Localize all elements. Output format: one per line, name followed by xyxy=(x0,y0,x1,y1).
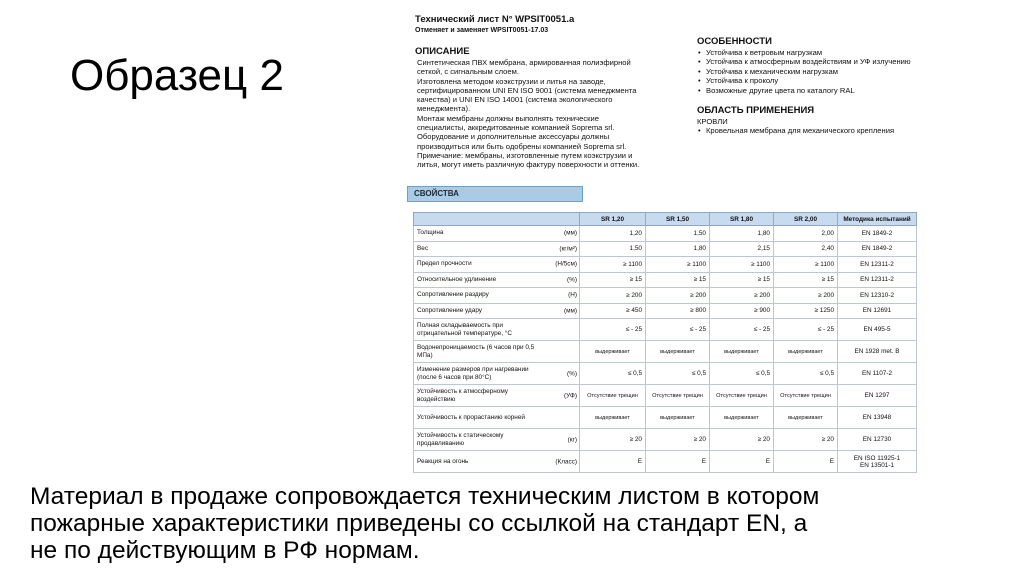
caption-line: Материал в продаже сопровождается техническим листом в котором xyxy=(30,483,820,510)
property-cell xyxy=(414,429,580,451)
method-line: EN 1928 met. B xyxy=(854,348,900,355)
property-cell xyxy=(414,407,580,429)
slide-caption xyxy=(30,483,1015,564)
method-cell xyxy=(838,385,917,407)
sheet-header xyxy=(415,14,574,35)
description-line: Монтаж мембраны должны выполнять технические xyxy=(417,113,599,123)
description-line: менеджмента). xyxy=(417,104,471,114)
method-cell xyxy=(838,451,917,473)
feature-item xyxy=(697,57,922,66)
method-line: EN 495-5 xyxy=(863,326,891,333)
caption-line: не по действующим в РФ нормам. xyxy=(30,537,420,564)
value-cell: 1,80 xyxy=(710,226,774,242)
value-cell: выдерживает xyxy=(646,341,710,363)
property-name: Устойчивость к статическому продавливанию xyxy=(417,431,504,447)
value-cell: 1,50 xyxy=(580,241,646,257)
method-cell xyxy=(838,241,917,257)
description-heading: ОПИСАНИЕ xyxy=(415,46,470,57)
value-cell: ≤ - 25 xyxy=(580,319,646,341)
property-cell xyxy=(414,226,580,242)
value-cell: ≥ 20 xyxy=(580,429,646,451)
method-cell xyxy=(838,226,917,242)
method-line: EN 12311-2 xyxy=(860,276,894,284)
property-unit: (Н) xyxy=(568,291,577,299)
value-cell: ≥ 800 xyxy=(646,303,710,319)
property-cell xyxy=(414,288,580,304)
value-cell: E xyxy=(580,451,646,473)
property-unit: (УФ) xyxy=(564,392,577,399)
value-cell: ≤ - 25 xyxy=(646,319,710,341)
method-line: EN 1107-2 xyxy=(861,370,893,377)
caption-line: пожарные характеристики приведены со ссылкой на стандарт EN, а xyxy=(30,510,808,537)
application-subheading: КРОВЛИ xyxy=(697,117,728,127)
description-line: Оборудование и дополнительные аксессуары должны xyxy=(417,132,610,142)
features-heading: ОСОБЕННОСТИ xyxy=(697,36,772,47)
description-section xyxy=(415,46,690,170)
value-cell: ≤ 0,5 xyxy=(710,363,774,385)
description-line: Синтетическая ПВХ мембрана, армированная полиэфирной xyxy=(417,58,631,67)
column-header: Методика испытаний xyxy=(838,213,917,226)
property-unit: (кг) xyxy=(567,436,577,443)
property-name: Толщина xyxy=(417,229,444,237)
property-unit: (Класс) xyxy=(555,458,577,465)
bullet-icon: • xyxy=(698,57,701,67)
property-cell xyxy=(414,341,580,363)
property-cell xyxy=(414,241,580,257)
table-row xyxy=(414,341,917,363)
description-line: сертифицированном UNI EN ISO 9001 (система менеджмента xyxy=(417,85,637,95)
value-cell: выдерживает xyxy=(710,341,774,363)
property-cell xyxy=(414,272,580,288)
property-name: Полная складываемость при отрицательной температуре, °С xyxy=(417,321,512,337)
method-line: EN 1297 xyxy=(864,392,890,399)
properties-table xyxy=(413,212,917,473)
bullet-icon: • xyxy=(698,66,701,76)
property-name: Предел прочности xyxy=(417,260,472,268)
table-row xyxy=(414,363,917,385)
column-header: SR 2,00 xyxy=(774,213,838,226)
table-row xyxy=(414,303,917,319)
feature-item xyxy=(697,86,922,95)
features-section xyxy=(697,36,922,136)
value-cell: ≤ - 25 xyxy=(774,319,838,341)
value-cell: ≥ 15 xyxy=(646,272,710,288)
value-cell: ≥ 20 xyxy=(710,429,774,451)
method-line: EN 12691 xyxy=(862,307,892,315)
method-cell xyxy=(838,319,917,341)
method-cell xyxy=(838,272,917,288)
table-row xyxy=(414,385,917,407)
value-cell: ≤ 0,5 xyxy=(580,363,646,385)
slide-title: Образец 2 xyxy=(70,51,284,100)
description-text xyxy=(415,58,690,170)
property-name: Водонепроницаемость (6 часов при 0,5 МПа) xyxy=(417,343,535,359)
value-cell: ≥ 1100 xyxy=(710,257,774,273)
value-cell: ≥ 900 xyxy=(710,303,774,319)
column-header: SR 1,20 xyxy=(580,213,646,226)
description-line: сеткой, с сигнальным слоем. xyxy=(417,67,519,77)
property-name: Изменение размеров при нагревании (после 6 часов при 80°С) xyxy=(417,365,529,381)
method-line: EN 12730 xyxy=(862,436,892,443)
method-cell xyxy=(838,429,917,451)
table-row xyxy=(414,257,917,273)
property-unit: (кг/м²) xyxy=(559,245,577,253)
method-line: EN 1849-2 xyxy=(861,245,893,253)
value-cell: ≥ 1100 xyxy=(580,257,646,273)
table-row xyxy=(414,407,917,429)
property-cell xyxy=(414,303,580,319)
value-cell: E xyxy=(774,451,838,473)
applications-list xyxy=(697,126,922,135)
value-cell: ≥ 15 xyxy=(774,272,838,288)
table-header-row xyxy=(414,213,917,226)
value-cell: выдерживает xyxy=(646,407,710,429)
value-cell: Отсутствие трещин xyxy=(774,385,838,407)
method-cell xyxy=(838,257,917,273)
feature-item xyxy=(697,76,922,85)
value-cell: ≤ 0,5 xyxy=(646,363,710,385)
table-row xyxy=(414,319,917,341)
value-cell: ≥ 1100 xyxy=(774,257,838,273)
value-cell: ≥ 200 xyxy=(710,288,774,304)
value-cell: ≥ 1100 xyxy=(646,257,710,273)
column-header: SR 1,80 xyxy=(710,213,774,226)
method-cell xyxy=(838,303,917,319)
table-row xyxy=(414,226,917,242)
feature-item xyxy=(697,48,922,57)
description-line: качества) и UNI EN ISO 14001 (система экологического xyxy=(417,95,613,105)
method-line: EN 1849-2 xyxy=(861,229,893,237)
property-name: Вес xyxy=(417,244,429,252)
value-cell: E xyxy=(710,451,774,473)
value-cell: Отсутствие трещин xyxy=(710,385,774,407)
property-name: Реакция на огонь xyxy=(417,457,469,465)
value-cell: 2,15 xyxy=(710,241,774,257)
property-name: Сопротивление раздиру xyxy=(417,291,489,299)
value-cell: ≥ 200 xyxy=(774,288,838,304)
bullet-icon: • xyxy=(698,48,701,57)
method-cell xyxy=(838,288,917,304)
value-cell: ≥ 200 xyxy=(646,288,710,304)
technical-sheet-image xyxy=(405,10,925,469)
value-cell: ≤ - 25 xyxy=(710,319,774,341)
description-line: производиться или быть одобрены компанией Soprema srl. xyxy=(417,141,627,151)
table-row xyxy=(414,272,917,288)
feature-item-text: Устойчива к механическим нагрузкам xyxy=(706,66,838,76)
property-unit: (%) xyxy=(567,370,577,377)
bullet-icon: • xyxy=(698,126,701,136)
value-cell: ≥ 20 xyxy=(774,429,838,451)
value-cell: выдерживает xyxy=(580,341,646,363)
property-unit: (Н/5см) xyxy=(555,260,577,268)
table-row xyxy=(414,429,917,451)
value-cell: выдерживает xyxy=(710,407,774,429)
method-line: EN 12310-2 xyxy=(859,291,895,299)
method-cell xyxy=(838,407,917,429)
feature-item xyxy=(697,67,922,76)
value-cell: 1,20 xyxy=(580,226,646,242)
value-cell: ≥ 1250 xyxy=(774,303,838,319)
application-heading: ОБЛАСТЬ ПРИМЕНЕНИЯ xyxy=(697,105,815,117)
table-body xyxy=(414,226,917,473)
column-header xyxy=(414,213,580,226)
property-name: Сопротивление удару xyxy=(417,306,482,314)
method-line: EN 13948 xyxy=(862,414,892,421)
value-cell: 1,80 xyxy=(646,241,710,257)
property-unit: (мм) xyxy=(563,307,577,315)
method-cell xyxy=(838,341,917,363)
description-line: Изготовлена методом коэкструзии и литья на заводе, xyxy=(417,76,606,86)
property-cell xyxy=(414,451,580,473)
description-line: Примечание: мембраны, изготовленные путем коэкструзии и xyxy=(417,150,633,160)
table-row xyxy=(414,288,917,304)
value-cell: 2,00 xyxy=(774,226,838,242)
value-cell: ≥ 450 xyxy=(580,303,646,319)
description-line: специалисты, аккредитованные компанией Soprema srl. xyxy=(417,123,615,133)
value-cell: ≥ 15 xyxy=(710,272,774,288)
table-row xyxy=(414,451,917,473)
properties-heading: СВОЙСТВА xyxy=(407,186,583,202)
features-list xyxy=(697,48,922,95)
value-cell: выдерживает xyxy=(580,407,646,429)
application-item-text: Кровельная мембрана для механического крепления xyxy=(706,126,895,136)
value-cell: ≤ 0,5 xyxy=(774,363,838,385)
value-cell: выдерживает xyxy=(774,341,838,363)
feature-item-text: Устойчива к ветровым нагрузкам xyxy=(706,48,823,57)
value-cell: 1,50 xyxy=(646,226,710,242)
description-line: литья, могут иметь различную фактуру поверхности и оттенки. xyxy=(417,160,640,170)
feature-item-text: Возможные другие цвета по каталогу RAL xyxy=(706,85,855,95)
property-cell xyxy=(414,385,580,407)
value-cell: 2,40 xyxy=(774,241,838,257)
value-cell: Отсутствие трещин xyxy=(646,385,710,407)
value-cell: E xyxy=(646,451,710,473)
value-cell: выдерживает xyxy=(774,407,838,429)
property-unit: (мм) xyxy=(563,229,577,237)
sheet-title: Технический лист N° WPSIT0051.a xyxy=(415,14,575,25)
value-cell: ≥ 20 xyxy=(646,429,710,451)
column-header: SR 1,50 xyxy=(646,213,710,226)
property-name: Относительное удлинение xyxy=(417,275,497,283)
property-cell xyxy=(414,257,580,273)
method-line: EN 12311-2 xyxy=(860,260,894,268)
property-cell xyxy=(414,363,580,385)
value-cell: ≥ 15 xyxy=(580,272,646,288)
method-line: EN ISO 11925-1 xyxy=(853,454,901,462)
bullet-icon: • xyxy=(698,85,701,95)
bullet-icon: • xyxy=(698,76,701,86)
feature-item-text: Устойчива к проколу xyxy=(706,76,779,86)
property-cell xyxy=(414,319,580,341)
value-cell: Отсутствие трещин xyxy=(580,385,646,407)
method-cell xyxy=(838,363,917,385)
property-unit: (%) xyxy=(567,276,577,284)
feature-item-text: Устойчива к атмосферным воздействиям и УФ излучению xyxy=(706,57,911,67)
application-item xyxy=(697,126,922,135)
table-row xyxy=(414,241,917,257)
sheet-subtitle: Отменяет и заменяет WPSIT0051-17.03 xyxy=(415,27,549,34)
property-name: Устойчивость к атмосферному воздействию xyxy=(417,387,508,403)
method-line: EN 13501-1 xyxy=(859,461,895,469)
value-cell: ≥ 200 xyxy=(580,288,646,304)
property-name: Устойчивость к прорастанию корней xyxy=(417,413,525,421)
